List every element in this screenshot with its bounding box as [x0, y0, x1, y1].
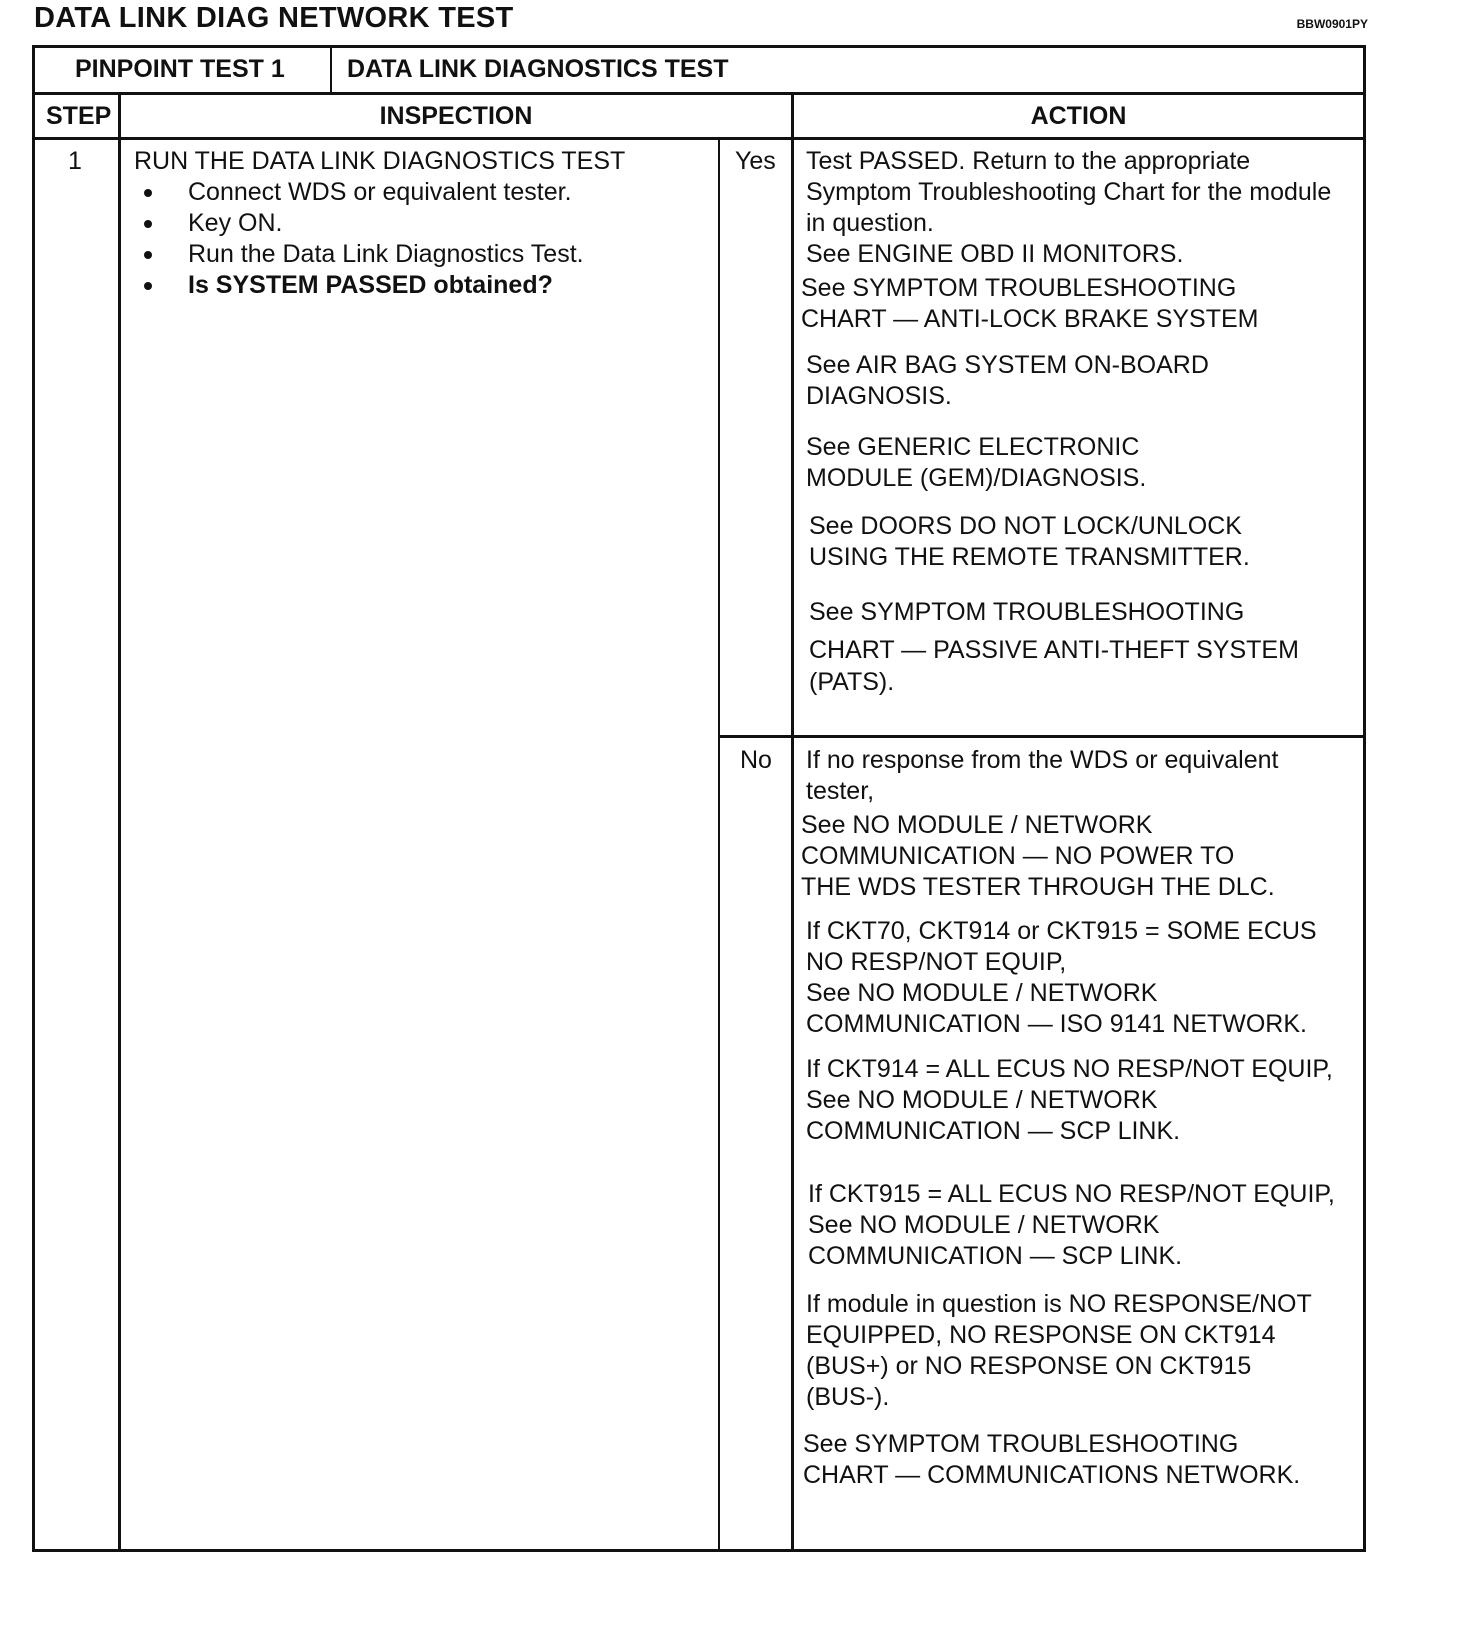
yes-action-paragraph: See DOORS DO NOT LOCK/UNLOCK USING THE REMOTE TRANSMITTER. — [809, 512, 1250, 571]
pinpoint-row-bottom — [32, 92, 1366, 95]
inspection-bullet: Run the Data Link Diagnostics Test. — [140, 239, 584, 270]
column-header-step: STEP — [46, 102, 112, 130]
table-border-left — [32, 45, 35, 1552]
page-title: DATA LINK DIAG NETWORK TEST — [34, 2, 514, 34]
no-action-paragraph: If CKT915 = ALL ECUS NO RESP/NOT EQUIP, See NO MODULE / NETWORK COMMUNICATION — SCP LINK. — [808, 1180, 1335, 1270]
no-action-paragraph: See SYMPTOM TROUBLESHOOTING CHART — COMMUNICATIONS NETWORK. — [803, 1430, 1301, 1489]
no-action-paragraph: If CKT914 = ALL ECUS NO RESP/NOT EQUIP, See NO MODULE / NETWORK COMMUNICATION — SCP LINK. — [806, 1055, 1333, 1145]
document-code: BBW0901PY — [1296, 17, 1368, 31]
no-action-paragraph: See NO MODULE / NETWORK COMMUNICATION — NO POWER TO THE WDS TESTER THROUGH THE DLC. — [801, 811, 1275, 901]
pinpoint-divider — [330, 45, 332, 93]
yes-action-paragraph: See SYMPTOM TROUBLESHOOTING CHART — PASSIVE ANTI-THEFT SYSTEM (PATS). — [809, 598, 1299, 696]
yes-no-separator — [718, 735, 1366, 738]
inspection-question: Is SYSTEM PASSED obtained? — [140, 270, 584, 301]
step-column-divider — [118, 92, 121, 1552]
table-border-right — [1363, 45, 1366, 1552]
bullet-icon — [144, 251, 152, 259]
no-label: No — [740, 746, 772, 774]
bullet-icon — [144, 282, 152, 290]
inspection-bullets — [140, 177, 584, 301]
step-number: 1 — [68, 147, 82, 175]
yes-action-paragraph: See GENERIC ELECTRONIC MODULE (GEM)/DIAGNOSIS. — [806, 433, 1147, 492]
yes-action-paragraph: Test PASSED. Return to the appropriate Symptom Troubleshooting Chart for the module in question. See ENGINE OBD II MONITORS. — [806, 147, 1332, 268]
inspection-bullet: Key ON. — [140, 208, 584, 239]
column-header-bottom — [32, 137, 1366, 140]
yes-label: Yes — [735, 147, 776, 175]
yes-action-paragraph: See SYMPTOM TROUBLESHOOTING CHART — ANTI-LOCK BRAKE SYSTEM — [801, 274, 1259, 333]
table-border-top — [32, 45, 1366, 48]
no-action-paragraph: If no response from the WDS or equivalent tester, — [806, 746, 1279, 805]
bullet-icon — [144, 189, 152, 197]
column-header-action: ACTION — [1030, 102, 1127, 130]
inspection-bullet: Connect WDS or equivalent tester. — [140, 177, 584, 208]
yes-action-paragraph: See AIR BAG SYSTEM ON-BOARD DIAGNOSIS. — [806, 351, 1209, 410]
pinpoint-test-label: PINPOINT TEST 1 — [75, 55, 285, 83]
action-column-divider — [791, 92, 794, 1552]
bullet-icon — [144, 220, 152, 228]
test-name: DATA LINK DIAGNOSTICS TEST — [347, 55, 729, 83]
no-action-paragraph: If CKT70, CKT914 or CKT915 = SOME ECUS NO RESP/NOT EQUIP, See NO MODULE / NETWORK COMMUNICATION — ISO 9141 NETWORK. — [806, 917, 1317, 1038]
yesno-column-divider — [718, 138, 720, 1552]
no-action-paragraph: If module in question is NO RESPONSE/NOT EQUIPPED, NO RESPONSE ON CKT914 (BUS+) or NO RESPONSE ON CKT915 (BUS-). — [806, 1290, 1312, 1411]
step-title: RUN THE DATA LINK DIAGNOSTICS TEST — [134, 147, 626, 175]
table-border-bottom — [32, 1549, 1366, 1552]
column-header-inspection: INSPECTION — [379, 102, 533, 130]
